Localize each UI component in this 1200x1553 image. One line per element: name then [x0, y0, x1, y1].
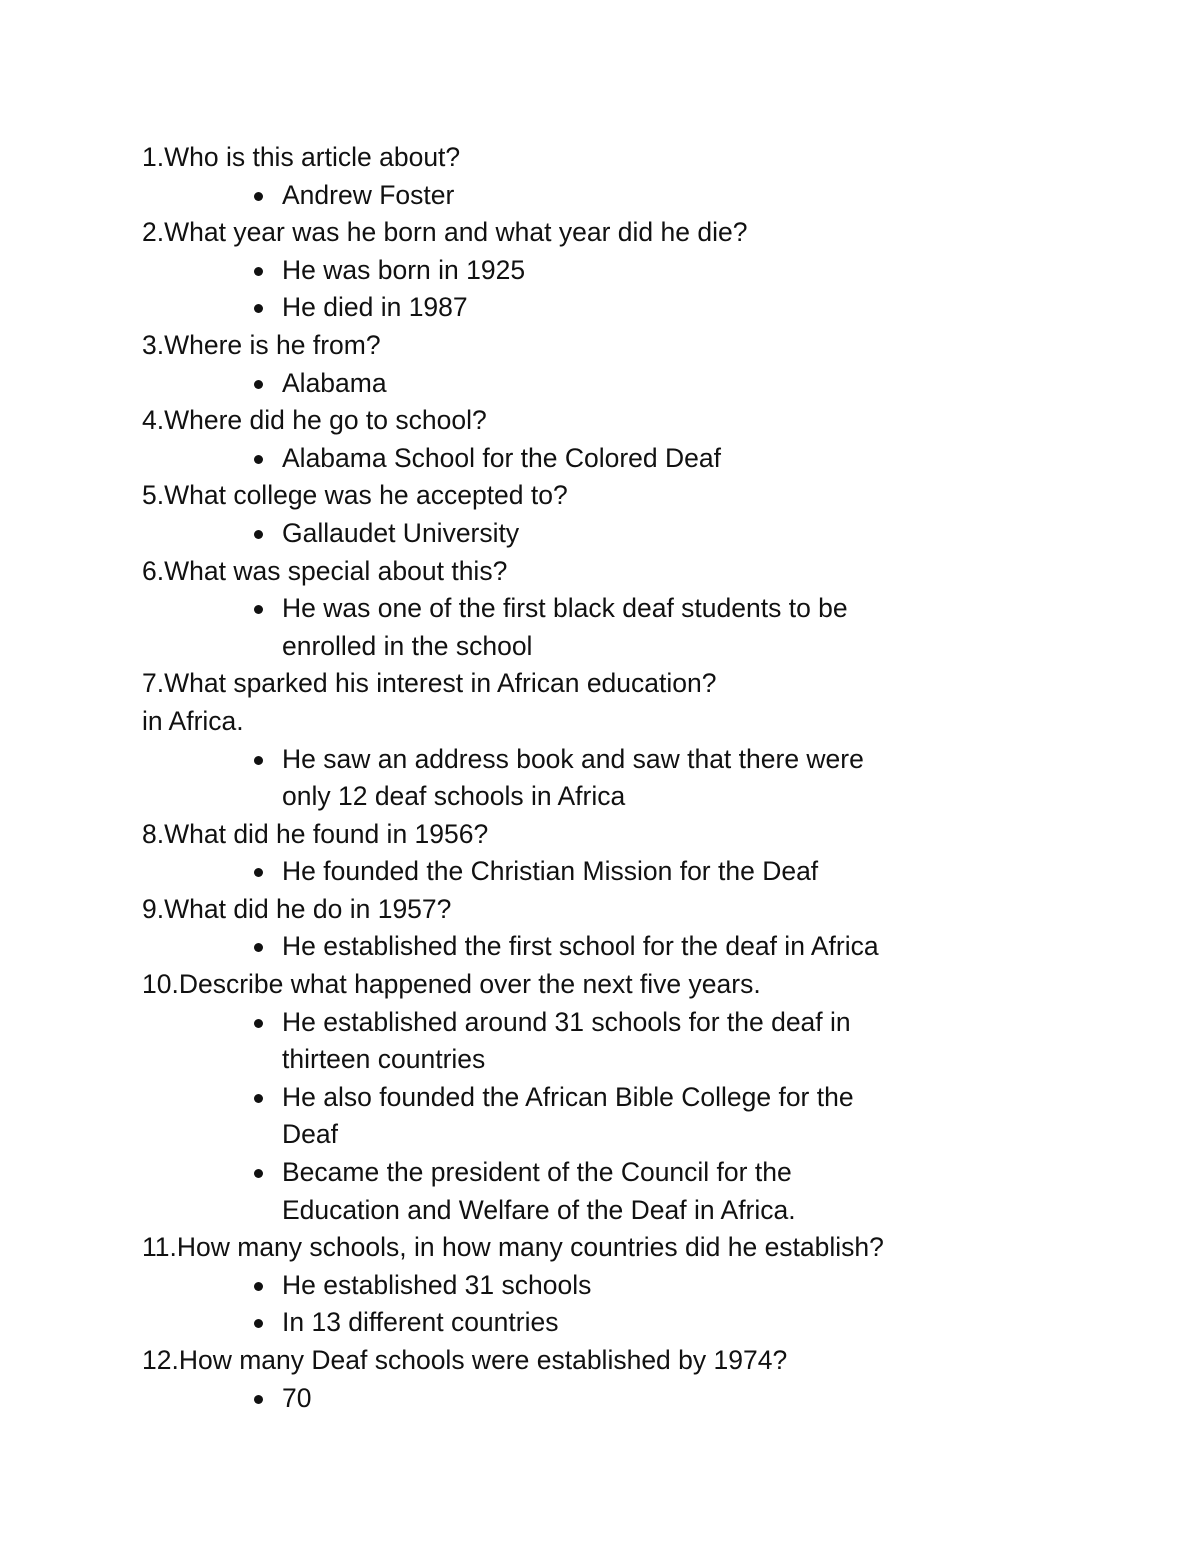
question-9: 9.What did he do in 1957?	[142, 893, 452, 924]
answer-item	[142, 289, 892, 327]
answer-text: In 13 different countries	[282, 1307, 559, 1338]
answer-item	[142, 1267, 892, 1305]
question-6: 6.What was special about this?	[142, 555, 508, 586]
question-3: 3.Where is he from?	[142, 329, 381, 360]
bullet-icon	[254, 868, 263, 877]
bullet-icon	[254, 1094, 263, 1103]
question-7-note: in Africa.	[142, 705, 244, 736]
question-2: 2.What year was he born and what year did he die?	[142, 217, 748, 248]
bullet-icon	[254, 380, 263, 389]
answer-text: Andrew Foster	[282, 179, 455, 210]
question-5: 5.What college was he accepted to?	[142, 480, 568, 511]
bullet-icon	[254, 756, 263, 765]
question-10: 10.Describe what happened over the next five years.	[142, 969, 761, 1000]
answers-2	[142, 252, 1042, 327]
questions-list	[142, 139, 1042, 1417]
answer-text: He established the first school for the deaf in Africa	[282, 931, 879, 962]
question-7: 7.What sparked his interest in African education?	[142, 668, 717, 699]
answer-item	[142, 590, 892, 665]
answer-text: He was one of the first black deaf students to be enrolled in the school	[282, 593, 848, 661]
answers-8	[142, 853, 1042, 891]
bullet-icon	[254, 1019, 263, 1028]
answers-10	[142, 1004, 1042, 1230]
answer-text: He established around 31 schools for the deaf in thirteen countries	[282, 1006, 851, 1075]
bullet-icon	[254, 943, 263, 952]
answers-5	[142, 515, 1042, 553]
answer-item	[142, 1154, 892, 1229]
answers-11	[142, 1267, 1042, 1342]
answer-item	[142, 252, 892, 290]
answer-item	[142, 440, 892, 478]
answer-text: Alabama	[282, 367, 387, 398]
answers-1	[142, 177, 1042, 215]
answer-text: Alabama School for the Colored Deaf	[282, 442, 721, 473]
answer-text: Became the president of the Council for the Education and Welfare of the Deaf in Africa.	[282, 1157, 796, 1225]
answers-6	[142, 590, 1042, 665]
answer-item	[142, 741, 892, 816]
answers-12	[142, 1380, 1042, 1418]
answer-item	[142, 177, 892, 215]
answers-4	[142, 440, 1042, 478]
answer-text: Gallaudet University	[282, 517, 520, 548]
bullet-icon	[254, 1395, 263, 1404]
answer-text: 70	[282, 1382, 312, 1413]
question-1: 1.Who is this article about?	[142, 142, 461, 172]
answer-item	[142, 365, 892, 403]
answer-text: He also founded the African Bible College for the Deaf	[282, 1081, 854, 1150]
answer-item	[142, 1304, 892, 1342]
answer-item	[142, 853, 892, 891]
answers-7	[142, 741, 1042, 816]
question-12: 12.How many Deaf schools were established by 1974?	[142, 1345, 788, 1375]
bullet-icon	[254, 1282, 263, 1291]
answer-text: He saw an address book and saw that there were only 12 deaf schools in Africa	[282, 743, 864, 812]
question-8: 8.What did he found in 1956?	[142, 818, 489, 849]
answer-item	[142, 1004, 892, 1079]
answer-text: He established 31 schools	[282, 1269, 592, 1300]
question-11: 11.How many schools, in how many countries did he establish?	[142, 1232, 884, 1263]
answers-3	[142, 365, 1042, 403]
bullet-icon	[254, 455, 263, 464]
bullet-icon	[254, 1319, 263, 1328]
bullet-icon	[254, 530, 263, 539]
answer-item	[142, 515, 892, 553]
answer-text: He founded the Christian Mission for the Deaf	[282, 856, 819, 887]
answer-item	[142, 1380, 892, 1418]
answer-text: He was born in 1925	[282, 254, 526, 285]
answers-9	[142, 928, 1042, 966]
bullet-icon	[254, 192, 263, 201]
answer-item	[142, 1079, 892, 1154]
bullet-icon	[254, 1169, 263, 1178]
bullet-icon	[254, 605, 263, 614]
answer-text: He died in 1987	[282, 292, 468, 323]
bullet-icon	[254, 267, 263, 276]
question-4: 4.Where did he go to school?	[142, 405, 487, 436]
bullet-icon	[254, 304, 263, 313]
answer-item	[142, 928, 892, 966]
